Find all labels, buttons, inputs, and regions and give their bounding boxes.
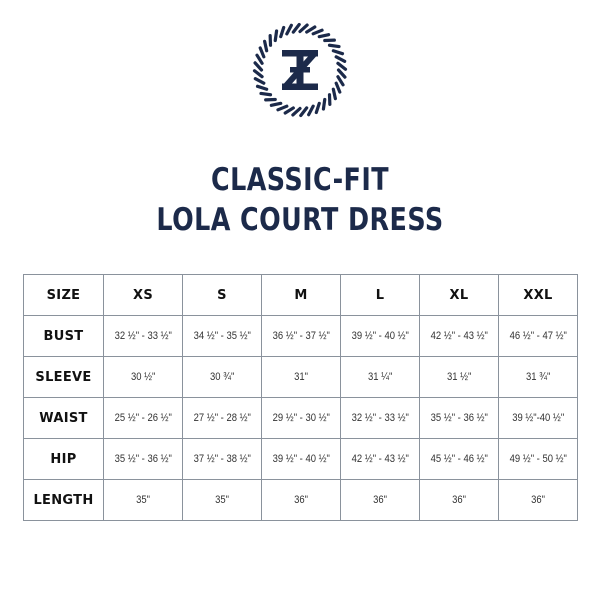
size-header-s: S xyxy=(183,275,262,316)
iz-monogram-rope-circle-icon xyxy=(252,22,348,118)
table-cell: 25 ½" - 26 ½" xyxy=(104,398,183,439)
row-label-waist: WAIST xyxy=(24,398,104,439)
table-cell: 36 ½" - 37 ½" xyxy=(262,316,341,357)
table-cell: 32 ½" - 33 ½" xyxy=(104,316,183,357)
size-header-row xyxy=(24,275,578,316)
table-cell: 42 ½" - 43 ½" xyxy=(341,439,420,480)
table-cell: 34 ½" - 35 ½" xyxy=(183,316,262,357)
page-title-line-1: CLASSIC-FIT xyxy=(211,162,389,198)
size-chart-table xyxy=(23,274,578,521)
table-cell: 35 ½" - 36 ½" xyxy=(420,398,499,439)
table-cell: 45 ½" - 46 ½" xyxy=(420,439,499,480)
table-cell: 35" xyxy=(104,480,183,521)
row-label-sleeve: SLEEVE xyxy=(24,357,104,398)
table-row-bust xyxy=(24,316,578,357)
table-cell: 37 ½" - 38 ½" xyxy=(183,439,262,480)
table-cell: 42 ½" - 43 ½" xyxy=(420,316,499,357)
table-cell: 31 ¼" xyxy=(341,357,420,398)
row-label-length: LENGTH xyxy=(24,480,104,521)
size-corner-label: SIZE xyxy=(24,275,104,316)
row-label-bust: BUST xyxy=(24,316,104,357)
size-header-xxl: XXL xyxy=(499,275,578,316)
table-cell: 49 ½" - 50 ½" xyxy=(499,439,578,480)
table-cell: 29 ½" - 30 ½" xyxy=(262,398,341,439)
table-row-waist xyxy=(24,398,578,439)
table-cell: 39 ½" - 40 ½" xyxy=(262,439,341,480)
table-cell: 36" xyxy=(420,480,499,521)
table-cell: 31 ½" xyxy=(420,357,499,398)
table-cell: 36" xyxy=(262,480,341,521)
table-cell: 32 ½" - 33 ½" xyxy=(341,398,420,439)
table-cell: 36" xyxy=(341,480,420,521)
page-title-line-2: LOLA COURT DRESS xyxy=(156,202,444,238)
table-cell: 46 ½" - 47 ½" xyxy=(499,316,578,357)
table-cell: 35" xyxy=(183,480,262,521)
table-cell: 31 ¾" xyxy=(499,357,578,398)
table-cell: 39 ½"-40 ½" xyxy=(499,398,578,439)
size-header-m: M xyxy=(262,275,341,316)
table-cell: 31" xyxy=(262,357,341,398)
table-row-length xyxy=(24,480,578,521)
table-cell: 27 ½" - 28 ½" xyxy=(183,398,262,439)
row-label-hip: HIP xyxy=(24,439,104,480)
size-header-xl: XL xyxy=(420,275,499,316)
table-cell: 35 ½" - 36 ½" xyxy=(104,439,183,480)
table-cell: 30 ¾" xyxy=(183,357,262,398)
table-cell: 30 ½" xyxy=(104,357,183,398)
table-cell: 36" xyxy=(499,480,578,521)
table-cell: 39 ½" - 40 ½" xyxy=(341,316,420,357)
table-row-hip xyxy=(24,439,578,480)
table-row-sleeve xyxy=(24,357,578,398)
size-header-xs: XS xyxy=(104,275,183,316)
size-header-l: L xyxy=(341,275,420,316)
